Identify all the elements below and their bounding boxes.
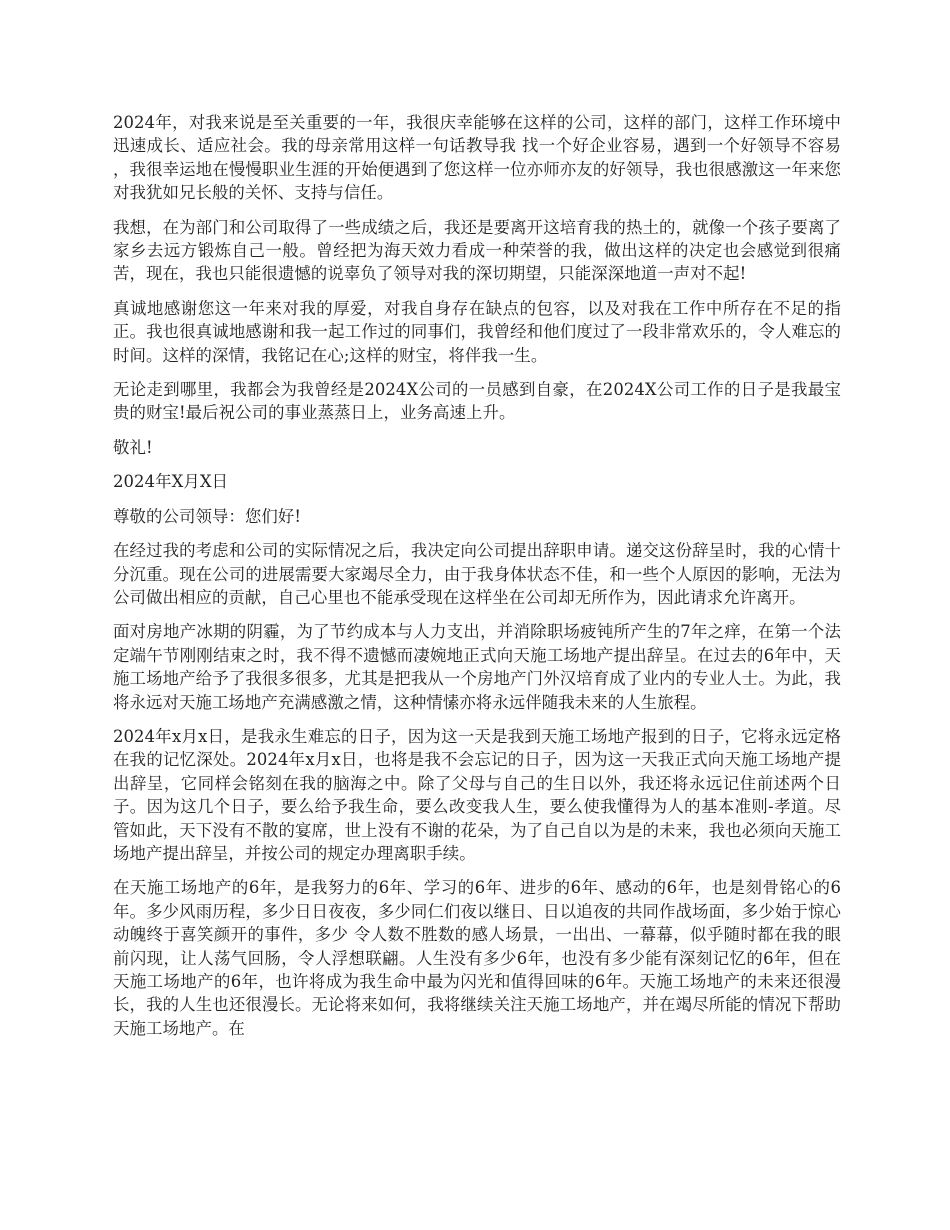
paragraph-date: 2024年X月X日 — [113, 472, 229, 492]
paragraph-leaving-reason: 我想，在为部门和公司取得了一些成绩之后，我还是要离开这培育我的热土的，就像一个孩子要离了家乡去远方锻炼自己一般。曾经把为海天效力看成一种荣誉的我，做出这样的决定也会感觉到很痛苦，现在，我也只能很遗憾的说辜负了领导对我的深切期望，只能深深地道一声对不起! — [113, 217, 841, 284]
paragraph-salutation: 敬礼! — [113, 437, 153, 457]
paragraph-greeting: 尊敬的公司领导：您们好! — [113, 506, 302, 526]
paragraph-resignation-request: 在经过我的考虑和公司的实际情况之后，我决定向公司提出辞职申请。递交这份辞呈时，我的心情十分沉重。现在公司的进展需要大家竭尽全力，由于我身体状态不佳，和一些个人原因的影响，无法为公司做出相应的贡献，自己心里也不能承受现在这样坐在公司却无所作为，因此请求允许离开。 — [113, 541, 841, 607]
paragraph-real-estate: 面对房地产冰期的阴霾，为了节约成本与人力支出，并消除职场疲钝所产生的7年之痒，在第一个法定端午节刚刚结束之时，我不得不遗憾而凄婉地正式向天施工场地产提出辞呈。在过去的6年中，天施工场地产给予了我很多很多，尤其是把我从一个房地产门外汉培育成了业内的专业人士。为此，我将永远对天施工场地产充满感激之情，这种情愫亦将永远伴随我未来的人生旅程。 — [113, 622, 841, 712]
paragraph-six-years: 在天施工场地产的6年，是我努力的6年、学习的6年、进步的6年、感动的6年，也是刻骨铭心的6年。多少风雨历程，多少日日夜夜，多少同仁们夜以继日、日以追夜的共同作战场面，多少始于惊心动魄终于喜笑颜开的事件，多少 令人数不胜数的感人场景，一出出、一幕幕，似乎随时都在我的眼前闪现，让人荡气回肠，令人浮想联翩。人生没有多少6年，也没有多少能有深刻记忆的6年，但在天施工场地产的6年，也许将成为我生命中最为闪光和值得回味的6年。天施工场地产的未来还很漫长，我的人生也还很漫长。无论将来如何，我将继续关注天施工场地产，并在竭尽所能的情况下帮助天施工场地产。在 — [113, 878, 841, 1038]
document-body — [113, 111, 841, 1051]
paragraph-wishes: 无论走到哪里，我都会为我曾经是2024X公司的一员感到自豪，在2024X公司工作的日子是我最宝贵的财宝!最后祝公司的事业蒸蒸日上，业务高速上升。 — [113, 380, 841, 423]
paragraph-memorable-dates: 2024年x月x日，是我永生难忘的日子，因为这一天是我到天施工场地产报到的日子，它将永远定格在我的记忆深处。2024年x月x日，也将是我不会忘记的日子，因为这一天我正式向天施工场地产提出辞呈，它同样会铭刻在我的脑海之中。除了父母与自己的生日以外，我还将永远记住前述两个日子。因为这几个日子，要么给予我生命，要么改变我人生，要么使我懂得为人的基本准则-孝道。尽管如此，天下没有不散的宴席，世上没有不谢的花朵，为了自己自以为是的未来，我也必须向天施工场地产提出辞呈，并按公司的规定办理离职手续。 — [113, 726, 841, 863]
paragraph-intro-gratitude: 2024年，对我来说是至关重要的一年，我很庆幸能够在这样的公司，这样的部门，这样工作环境中迅速成长、适应社会。我的母亲常用这样一句话教导我 找一个好企业容易，遇到一个好领导不容易 ，我很幸运地在慢慢职业生涯的开始便遇到了您这样一位亦师亦友的好领导，我也很感激这一年来您对我犹如兄长般的关怀、支持与信任。 — [113, 113, 841, 203]
paragraph-thanks: 真诚地感谢您这一年来对我的厚爱，对我自身存在缺点的包容，以及对我在工作中所存在不足的指正。我也很真诚地感谢和我一起工作过的同事们，我曾经和他们度过了一段非常欢乐的，令人难忘的时间。这样的深情，我铭记在心;这样的财宝，将伴我一生。 — [113, 298, 841, 365]
